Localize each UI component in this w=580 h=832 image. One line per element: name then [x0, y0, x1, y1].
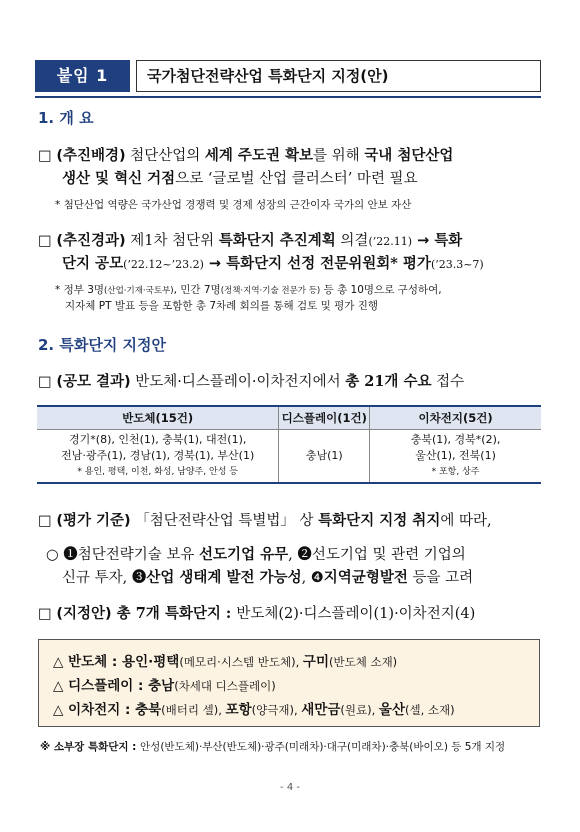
background-note: * 첨단산업 역량은 국가산업 경쟁력 및 경제 성장의 근간이자 국가의 안보 자산: [55, 199, 412, 211]
col-header-battery: 이차전지(5건): [370, 406, 541, 430]
section-2-heading: 2. 특화단지 지정안: [38, 336, 167, 354]
box-row-semiconductor: △ 반도체 : 용인·평택(메모리·시스템 반도체), 구미(반도체 소재): [53, 654, 398, 670]
checkbox-bullet: □: [38, 513, 52, 529]
para-results: □ (공모 결과) 반도체·디스플레이·이차전지에서 총 21개 수요 접수: [38, 373, 465, 390]
box-row-battery: △ 이차전지 : 충북(배터리 셀), 포항(양극재), 새만금(원료), 울산(셀, 소재): [53, 702, 455, 718]
doc-title: 국가첨단전략산업 특화단지 지정(안): [136, 60, 541, 92]
para-progress-l2: 단지 공모(’22.12~’23.2) → 특화단지 선정 전문위원회* 평가(’23.3~7): [62, 255, 484, 272]
para-criteria: □ (평가 기준) 「첨단전략산업 특별법」 상 특화단지 지정 취지에 따라,: [38, 512, 492, 529]
checkbox-bullet: □: [38, 233, 52, 249]
criteria-item-l2: 신규 투자, ❸산업 생태계 발전 가능성, ❹지역균형발전 등을 고려: [62, 569, 474, 586]
criteria-item-l1: ○ ❶첨단전략기술 보유 선도기업 유무, ❷선도기업 및 관련 기업의: [46, 546, 466, 563]
checkbox-bullet: □: [38, 606, 52, 622]
results-table: [37, 405, 541, 484]
cell-semiconductor: 경기*(8), 인천(1), 충북(1), 대전(1), 전남·광주(1), 경남(1), 경북(1), 부산(1) * 용인, 평택, 이천, 화성, 남양주, 안성 등: [37, 430, 279, 484]
checkbox-bullet: □: [38, 148, 52, 164]
designation-box: [38, 639, 540, 727]
header-rule: [35, 96, 541, 98]
checkbox-bullet: □: [38, 374, 52, 390]
para-background-l1: □ (추진배경) 첨단산업의 세계 주도권 확보를 위해 국내 첨단산업: [38, 147, 454, 164]
section-1-heading: 1. 개 요: [38, 109, 94, 127]
para-background-l2: 생산 및 혁신 거점으로 ‘글로벌 산업 클러스터’ 마련 필요: [62, 170, 418, 187]
page-number: - 4 -: [280, 782, 300, 793]
cell-display: 충남(1): [279, 430, 370, 484]
doc-header: [35, 60, 541, 92]
circle-bullet: ○: [46, 547, 59, 563]
progress-note-l1: * 정부 3명(산업·기재·국토부), 민간 7명(정책·지역·기술 전문가 등) 등 총 10명으로 구성하여,: [55, 284, 442, 296]
para-designation: □ (지정안) 총 7개 특화단지 : 반도체(2)·디스플레이(1)·이차전지(4): [38, 605, 476, 622]
attachment-tag: 붙임 1: [35, 60, 130, 92]
table-row: [37, 430, 541, 484]
box-row-display: △ 디스플레이 : 충남(차세대 디스플레이): [53, 678, 276, 694]
footnote: ※ 소부장 특화단지 : 안성(반도체)·부산(반도체)·광주(미래차)·대구(미래차)·충북(바이오) 등 5개 지정: [40, 741, 506, 753]
progress-note-l2: 지자체 PT 발표 등을 포함한 총 7차례 회의를 통해 검토 및 평가 진행: [65, 300, 379, 312]
cell-battery: 충북(1), 경북*(2), 울산(1), 전북(1) * 포항, 상주: [370, 430, 541, 484]
col-header-semiconductor: 반도체(15건): [37, 406, 279, 430]
col-header-display: 디스플레이(1건): [279, 406, 370, 430]
para-progress-l1: □ (추진경과) 제1차 첨단위 특화단지 추진계획 의결(’22.11) → 특화: [38, 232, 463, 249]
